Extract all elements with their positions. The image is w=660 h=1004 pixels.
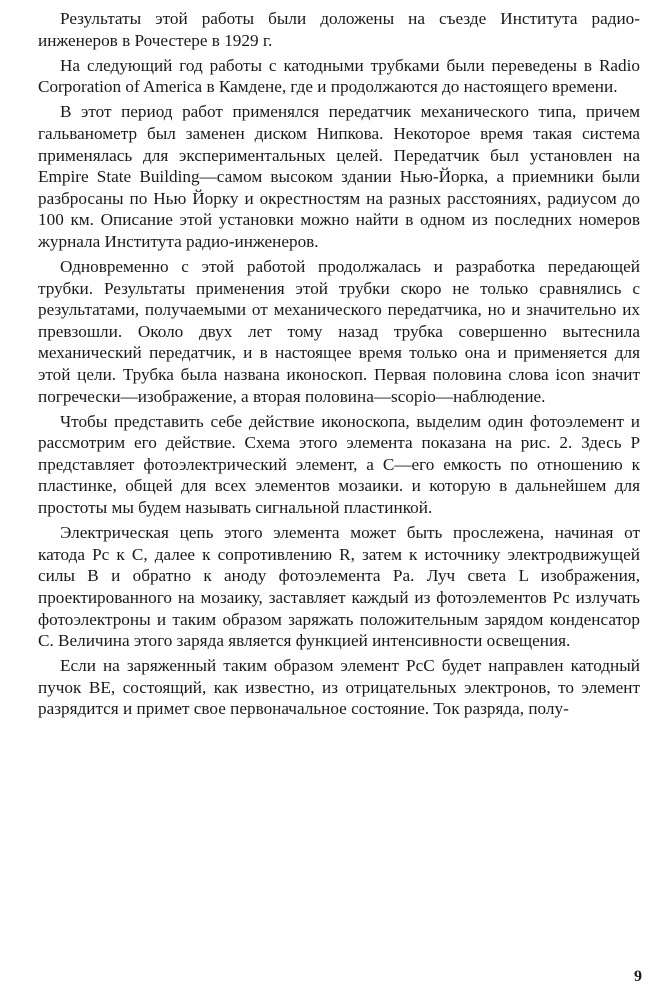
page-number: 9 <box>634 968 642 985</box>
paragraph-5: Чтобы представить себе действие иконоскопа, выделим один фотоэлемент и рассмотрим его действие. Схема этого элемента показана на рис. 2. Здесь P представляет фотоэлектрический элемент, а C—его емкость по отношению к пластинке, общей для всех элементов мозаики. и которую в дальнейшем для простоты мы будем называть сигнальной пластинкой. <box>38 411 640 518</box>
body-text <box>38 8 640 724</box>
paragraph-4: Одновременно с этой работой продолжалась и разработка передающей трубки. Результаты применения этой трубки скоро не только сравнялись с результатами, получаемыми от механического передатчика, но и значительно их превзошли. Около двух лет тому назад трубка совершенно вытеснила механический передатчик, и в настоящее время только она и применяется для этой цели. Трубка была названа иконоскоп. Первая половина слова icon значит погречески—изображение, а вторая половина—scopio—наблюдение. <box>38 257 640 406</box>
paragraph-1: Результаты этой работы были доложены на съезде Института радио-инженеров в Рочестере в 1929 г. <box>38 9 640 50</box>
paragraph-7: Если на заряженный таким образом элемент PcC будет направлен катодный пучок BE, состоящий, как известно, из отрицательных электронов, то элемент разрядится и примет свое первоначальное состояние. Ток разряда, полу- <box>38 656 640 719</box>
paragraph-2: На следующий год работы с катодными трубками были переведены в Radio Corporation of America в Камдене, где и продолжаются до настоящего времени. <box>38 55 640 97</box>
paragraph-3: В этот период работ применялся передатчик механического типа, причем гальванометр был заменен диском Нипкова. Некоторое время такая система применялась для экспериментальных целей. Передатчик был установлен на Empire State Building—самом высоком здании Нью-Йорка, а приемники были разбросаны по Нью Йорку и окрестностям на разных расстояниях, радиусом до 100 км. Описание этой установки можно найти в одном из последних номеров журнала Института радио-инженеров. <box>38 102 640 251</box>
paragraph-6: Электрическая цепь этого элемента может быть прослежена, начиная от катода Pc к C, далее к сопротивлению R, затем к источнику электродвижущей силы B и обратно к аноду фотоэлемента Pa. Луч света L изображения, проектированного на мозаику, заставляет каждый из фотоэлементов Pc излучать фотоэлектроны и таким образом заряжать положительным зарядом конденсатор C. Величина этого заряда является функцией интенсивности освещения. <box>38 523 640 651</box>
